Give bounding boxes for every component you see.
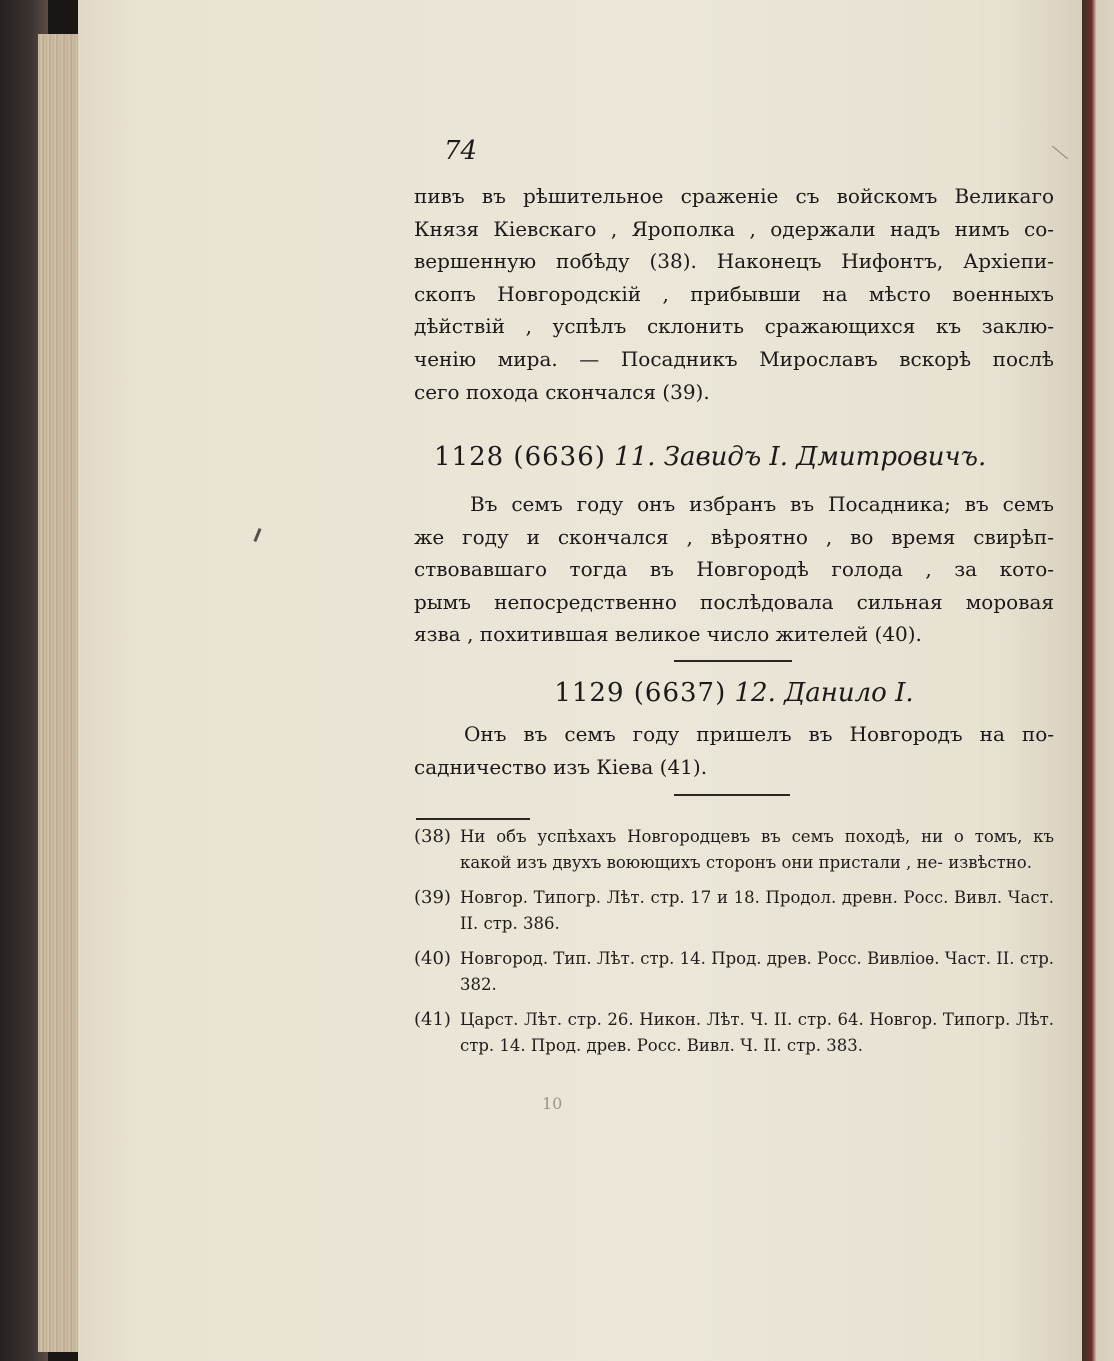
- footnote: [414, 824, 1054, 876]
- section-divider: [674, 794, 790, 796]
- text-line: вершенную побѣду (38). Наконецъ Нифонтъ, Архіепи-: [414, 249, 1054, 274]
- footnote: [414, 885, 1054, 937]
- heading-years: 1129 (6637): [554, 678, 727, 708]
- footnote: [414, 946, 1054, 998]
- text-line: пивъ въ рѣшительное сраженіе съ войскомъ Великаго: [414, 184, 1054, 208]
- footnote-rule: [416, 818, 530, 820]
- text-line: рымъ непосредственно послѣдовала сильная моровая: [414, 589, 1054, 614]
- footnote: [414, 1007, 1054, 1059]
- heading-title: 11. Завидъ І. Дмитровичъ.: [614, 442, 987, 472]
- footnote-text: Царст. Лѣт. стр. 26. Никон. Лѣт. Ч. II. стр. 64. Новгор. Типогр. Лѣт. стр. 14. Прод. древ. Росс. Вивл. Ч. II. стр. 383.: [460, 1010, 1054, 1055]
- footnote-text: Ни объ успѣхахъ Новгородцевъ въ семъ походѣ, ни о томъ, къ какой изъ двухъ воюющихъ сторонъ они пристали , не- извѣстно.: [460, 827, 1054, 872]
- text-line: ченію мира. — Посадникъ Мирославъ вскорѣ послѣ: [414, 346, 1054, 371]
- text-line: Князя Кіевскаго , Ярополка , одержали надъ нимъ со-: [414, 216, 1054, 241]
- margin-mark: [253, 528, 261, 542]
- paragraph-1: [414, 180, 1054, 408]
- text-line: садничество изъ Кіева (41).: [414, 754, 708, 779]
- fold-line: [1052, 146, 1068, 160]
- footnote-mark: (38): [414, 826, 451, 847]
- text-line: сего похода скончался (39).: [414, 379, 710, 404]
- paragraph-3: [414, 718, 1054, 783]
- footnote-mark: (41): [414, 1009, 451, 1030]
- footnote-mark: (40): [414, 948, 451, 969]
- text-line: дѣйствій , успѣлъ склонить сражающихся къ заклю-: [414, 314, 1054, 339]
- text-line: Онъ въ семъ году пришелъ въ Новгородъ на по-: [464, 722, 1054, 746]
- heading-title: 12. Данило І.: [734, 678, 914, 708]
- facing-page-edge: [1082, 0, 1114, 1361]
- heading-years: 1128 (6636): [434, 442, 606, 472]
- text-line: Въ семъ году онъ избранъ въ Посадника; въ семъ: [470, 492, 1054, 516]
- section-heading: [434, 442, 1074, 472]
- page-number: 74: [444, 136, 478, 166]
- footnote-text: Новгород. Тип. Лѣт. стр. 14. Прод. древ. Росс. Вивліоѳ. Част. II. стр. 382.: [460, 949, 1054, 994]
- paragraph-2: [414, 488, 1054, 651]
- book-page: [78, 0, 1082, 1361]
- text-line: же году и скончался , вѣроятно , во время свирѣп-: [414, 524, 1054, 549]
- text-line: язва , похитившая великое число жителей (40).: [414, 622, 922, 647]
- text-line: ствовавшаго тогда въ Новгородѣ голода , за кото-: [414, 557, 1054, 582]
- footnote-mark: (39): [414, 887, 451, 908]
- text-line: скопъ Новгородскій , прибывши на мѣсто военныхъ: [414, 281, 1054, 306]
- footnotes: [414, 824, 1054, 1068]
- footnote-text: Новгор. Типогр. Лѣт. стр. 17 и 18. Продол. древн. Росс. Вивл. Част. II. стр. 386.: [460, 888, 1054, 933]
- printer-signature: 10: [542, 1094, 563, 1113]
- section-heading: [414, 678, 1054, 708]
- section-divider: [674, 660, 792, 662]
